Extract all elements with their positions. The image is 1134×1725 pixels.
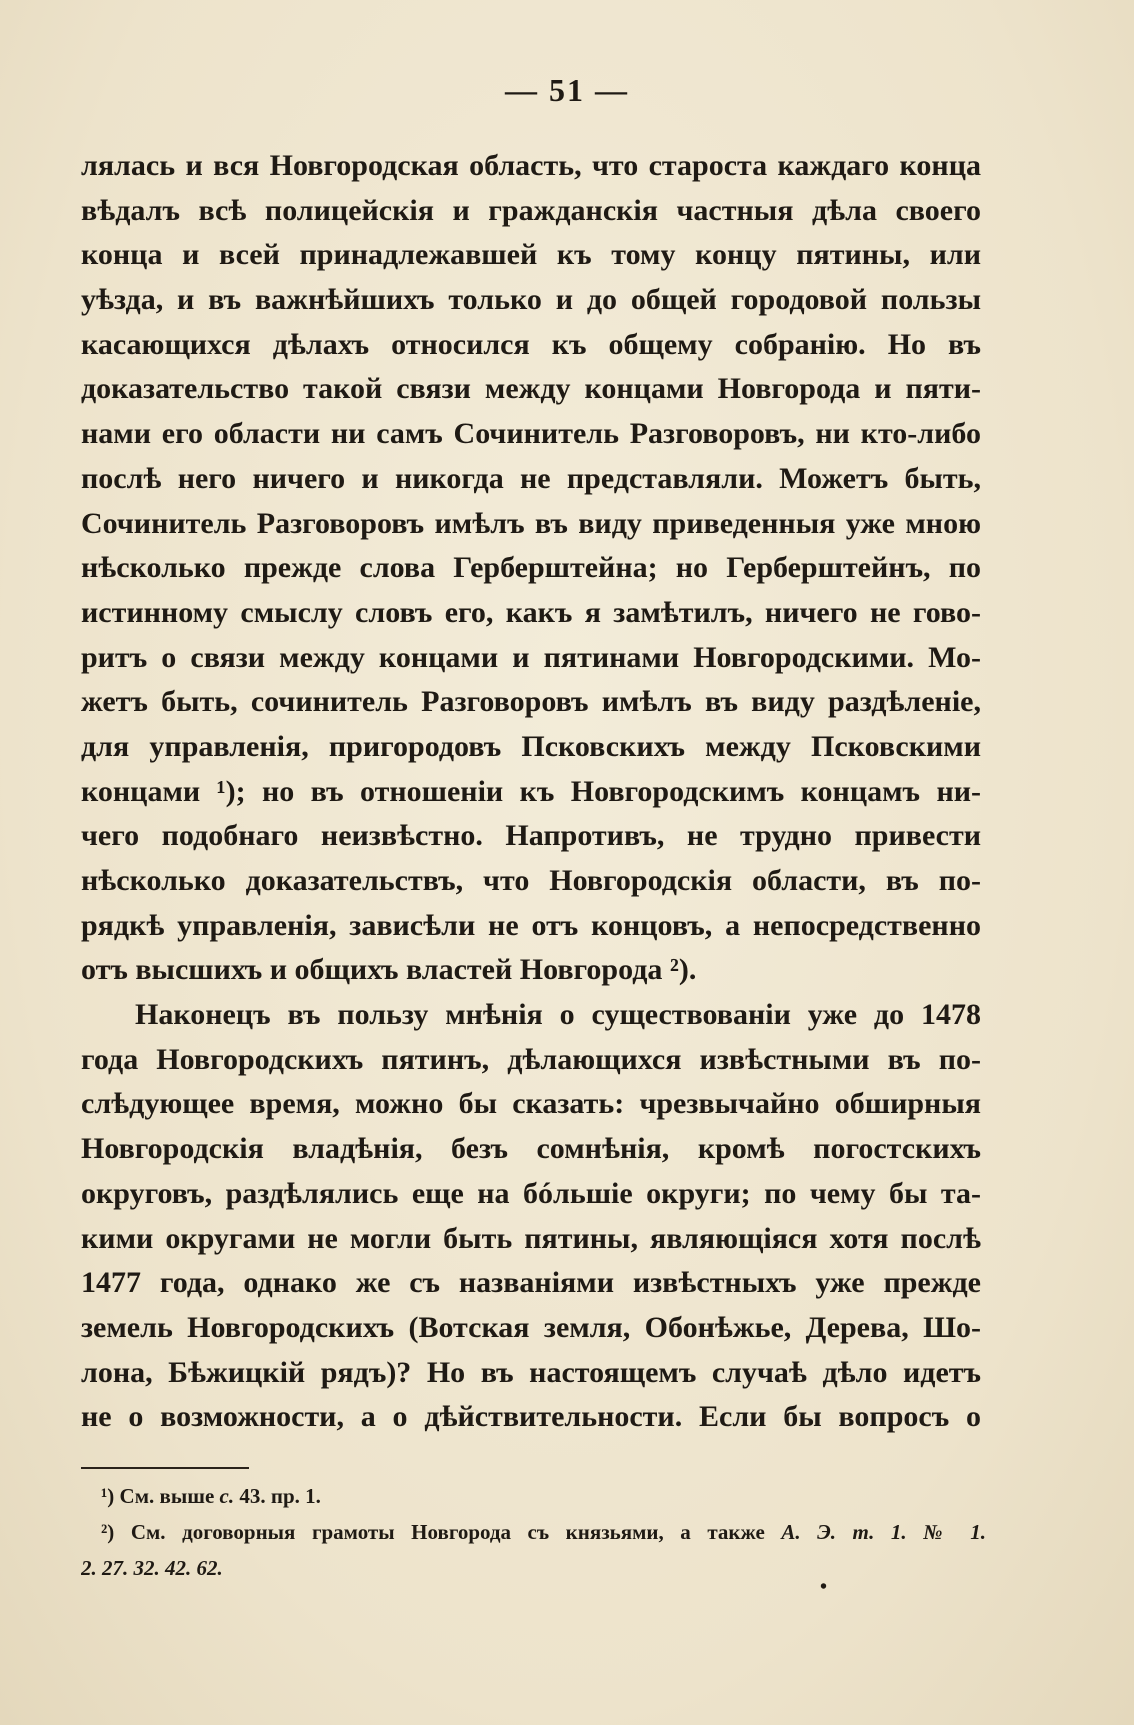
- text-line: истинному смыслу словъ его, какъ я замѣтилъ, ничего не гово-: [81, 595, 981, 629]
- page-number: — 51 —: [505, 72, 629, 108]
- text-line: кими округами не могли быть пятины, являющіяся хотя послѣ: [81, 1221, 981, 1255]
- footnote-1: [81, 1478, 986, 1514]
- footnotes: [81, 1478, 986, 1586]
- text-line: нами его области ни самъ Сочинитель Разговоровъ, ни кто-либо: [81, 417, 981, 451]
- body-text: [81, 144, 981, 1440]
- text-line: года Новгородскихъ пятинъ, дѣлающихся извѣстными въ по-: [81, 1042, 981, 1076]
- text-line: нѣсколько доказательствъ, что Новгородскія области, въ по-: [81, 864, 981, 897]
- footnote-italic-text: А. Э. т. 1. № 1.: [781, 1520, 986, 1544]
- paragraph-first-line: Наконецъ въ пользу мнѣнія о существованіи уже до 1478: [135, 998, 981, 1032]
- footnote-text: ¹) См. выше: [101, 1484, 220, 1508]
- footnote-divider: [81, 1467, 249, 1469]
- footnote-2-continuation: [81, 1550, 986, 1586]
- text-line: земель Новгородскихъ (Вотская земля, Обонѣжье, Дерева, Шо-: [81, 1310, 981, 1344]
- text-line: послѣ него ничего и никогда не представляли. Можетъ быть,: [81, 461, 981, 495]
- text-line: доказательство такой связи между концами Новгорода и пяти-: [81, 372, 981, 406]
- text-line: Сочинитель Разговоровъ имѣлъ въ виду приведенныя уже мною: [81, 506, 981, 540]
- text-line: для управленія, пригородовъ Псковскихъ между Псковскими: [81, 729, 981, 763]
- text-line: концами ¹); но въ отношеніи къ Новгородскимъ концамъ ни-: [81, 774, 981, 808]
- text-line: вѣдалъ всѣ полицейскія и гражданскія частныя дѣла своего: [81, 193, 981, 227]
- text-line: жетъ быть, сочинитель Разговоровъ имѣлъ въ виду раздѣленіе,: [81, 685, 981, 719]
- text-line: нѣсколько прежде слова Герберштейна; но Герберштейнъ, по: [81, 551, 981, 585]
- text-line: рядкѣ управленія, зависѣли не отъ концовъ, а непосредственно: [81, 908, 981, 942]
- footnote-italic-text: 2. 27. 32. 42. 62.: [81, 1556, 223, 1580]
- paragraph-end-line: отъ высшихъ и общихъ властей Новгорода ²).: [81, 953, 697, 987]
- footnote-italic-text: с.: [219, 1484, 235, 1508]
- text-line: округовъ, раздѣлялись еще на бóльшіе округи; по чему бы та-: [81, 1176, 981, 1210]
- footnote-2: [81, 1514, 986, 1550]
- text-line: лялась и вся Новгородская область, что староста каждаго конца: [81, 149, 981, 182]
- text-line: лона, Бѣжицкій рядъ)? Но въ настоящемъ случаѣ дѣло идетъ: [81, 1355, 981, 1389]
- text-line: уѣзда, и въ важнѣйшихъ только и до общей городовой пользы: [81, 283, 981, 317]
- footnote-text: ²) См. договорныя грамоты Новгорода съ князьями, а также: [101, 1520, 782, 1544]
- text-line: не о возможности, а о дѣйствительности. Если бы вопросъ о: [81, 1400, 981, 1434]
- text-line: 1477 года, однако же съ названіями извѣстныхъ уже прежде: [81, 1266, 981, 1300]
- footnote-text: 43. пр. 1.: [234, 1484, 321, 1508]
- text-line: Новгородскія владѣнія, безъ сомнѣнія, кромѣ погостскихъ: [81, 1132, 981, 1166]
- text-line: конца и всей принадлежавшей къ тому концу пятины, или: [81, 238, 981, 272]
- text-line: ритъ о связи между концами и пятинами Новгородскими. Мо-: [81, 640, 981, 674]
- text-line: чего подобнаго неизвѣстно. Напротивъ, не трудно привести: [81, 819, 981, 853]
- text-line: касающихся дѣлахъ относился къ общему собранію. Но въ: [81, 327, 981, 361]
- printer-mark: •: [820, 1576, 828, 1598]
- text-line: слѣдующее время, можно бы сказать: чрезвычайно обширныя: [81, 1087, 981, 1121]
